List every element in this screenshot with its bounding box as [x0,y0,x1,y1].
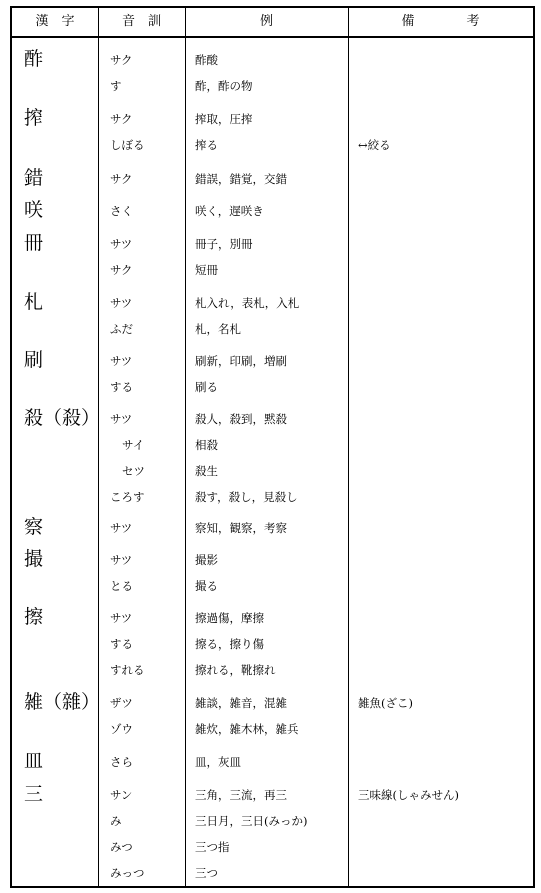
header-divider [12,36,533,38]
example-cell: 搾る [195,138,218,152]
reading-cell: サツ [110,412,133,426]
table-row [12,232,533,257]
header-note: 備 考 [401,14,480,29]
table-row [12,658,533,683]
example-cell: 撮影 [195,553,218,567]
example-cell: 錯誤，錯覚，交錯 [195,172,287,186]
header-example: 例 [259,14,273,29]
reading-cell: する [110,637,133,651]
reading-cell: する [110,380,133,394]
kanji-cell: 察 [24,516,44,538]
note-cell: ↔絞る [358,138,391,152]
reading-cell: サツ [110,296,133,310]
note-cell: 三味線(しゃみせん) [358,788,459,802]
example-cell: 擦過傷，摩擦 [195,611,264,625]
reading-cell: サツ [110,553,133,567]
table-row [12,258,533,283]
reading-cell: すれる [110,663,145,677]
example-cell: 三つ指 [195,840,230,854]
kanji-cell: 雑（雜） [24,691,101,713]
reading-cell: サク [110,53,133,67]
table-row [12,574,533,599]
example-cell: 殺生 [195,464,218,478]
kanji-cell: 酢 [24,48,44,70]
table-row [12,291,533,316]
example-cell: 雑談，雑音，混雑 [195,696,287,710]
table-row [12,407,533,432]
reading-cell: ザツ [110,696,133,710]
table-row [12,632,533,657]
example-cell: 咲く，遅咲き [195,204,264,218]
reading-cell: サイ [122,438,145,452]
table-row [12,750,533,775]
table-row [12,717,533,742]
kanji-cell: 冊 [24,232,44,254]
kanji-cell: 撮 [24,548,44,570]
reading-cell: サク [110,263,133,277]
table-row [12,548,533,573]
example-cell: 殺す，殺し，見殺し [195,490,298,504]
table-row [12,133,533,158]
header-reading: 音 訓 [121,14,161,29]
reading-cell: サツ [110,237,133,251]
table-row [12,783,533,808]
kanji-cell: 擦 [24,606,44,628]
kanji-cell: 刷 [24,349,44,371]
reading-cell: みっつ [110,866,145,880]
table-row [12,167,533,192]
table-row [12,317,533,342]
table-row [12,375,533,400]
reading-cell: セツ [122,464,145,478]
example-cell: 三日月，三日(みっか) [195,814,308,828]
kanji-cell: 皿 [24,750,44,772]
table-row [12,107,533,132]
kanji-cell: 札 [24,291,44,313]
table-row [12,835,533,860]
example-cell: 相殺 [195,438,218,452]
reading-cell: す [110,79,122,93]
kanji-cell: 三 [24,783,44,805]
reading-cell: しぼる [110,138,145,152]
kanji-cell: 搾 [24,107,44,129]
reading-cell: ふだ [110,322,133,336]
example-cell: 皿，灰皿 [195,755,241,769]
reading-cell: サツ [110,521,133,535]
example-cell: 短冊 [195,263,218,277]
reading-cell: とる [110,579,133,593]
kanji-cell: 錯 [24,167,44,189]
reading-cell: サク [110,112,133,126]
example-cell: 札入れ，表札，入札 [195,296,300,310]
table-row [12,459,533,484]
example-cell: 冊子，別冊 [195,237,253,251]
note-cell: 雑魚(ざこ) [358,696,413,710]
example-cell: 搾取，圧搾 [195,112,253,126]
kanji-cell: 咲 [24,199,44,221]
reading-cell: サツ [110,354,133,368]
table-row [12,691,533,716]
kanji-reading-table [10,6,535,888]
reading-cell: み [110,814,122,828]
kanji-cell: 殺（殺） [24,407,101,429]
reading-cell: さく [110,204,133,218]
table-row [12,199,533,224]
example-cell: 擦れる，靴擦れ [195,663,276,677]
reading-cell: ゾウ [110,722,133,736]
header-kanji: 漢 字 [35,14,75,29]
table-row [12,74,533,99]
table-row [12,485,533,510]
table-row [12,606,533,631]
example-cell: 札，名札 [195,322,241,336]
reading-cell: ころす [110,490,145,504]
table-row [12,433,533,458]
reading-cell: サン [110,788,133,802]
example-cell: 殺人，殺到，黙殺 [195,412,287,426]
reading-cell: サツ [110,611,133,625]
example-cell: 三角，三流，再三 [195,788,287,802]
table-row [12,48,533,73]
example-cell: 酢，酢の物 [195,79,253,93]
example-cell: 雑炊，雑木林，雑兵 [195,722,299,736]
example-cell: 擦る，擦り傷 [195,637,264,651]
table-row [12,516,533,541]
reading-cell: みつ [110,840,133,854]
table-row [12,349,533,374]
example-cell: 三つ [195,866,218,880]
example-cell: 察知，観察，考察 [195,521,287,535]
reading-cell: さら [110,755,133,769]
example-cell: 酢酸 [195,53,218,67]
example-cell: 刷新，印刷，増刷 [195,354,287,368]
table-row [12,861,533,886]
example-cell: 刷る [195,380,218,394]
table-row [12,809,533,834]
example-cell: 撮る [195,579,218,593]
reading-cell: サク [110,172,133,186]
